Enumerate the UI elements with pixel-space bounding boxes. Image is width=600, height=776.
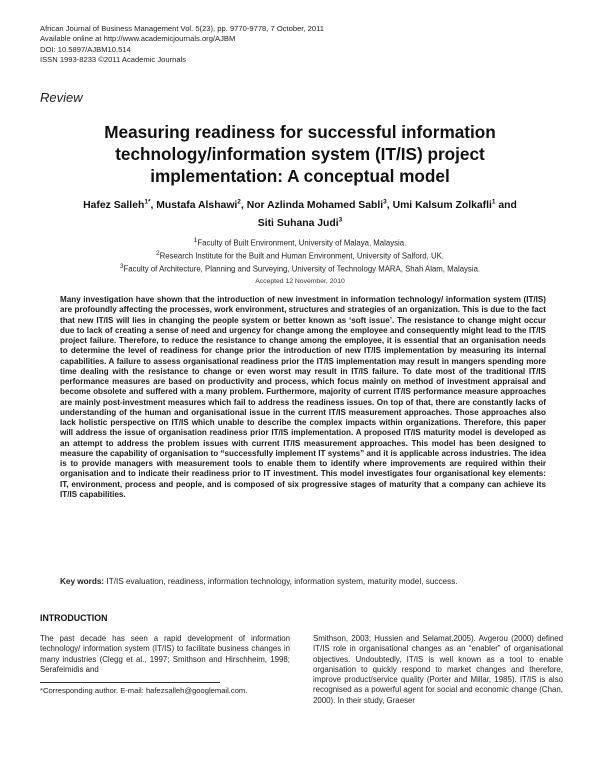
- affiliation: $^3$Faculty of Architecture, Planning and Surveying, University of Technology MARA, Shah Alam, Malaysia.: [119, 262, 481, 274]
- issn-line: ISSN 1993-8233 ©2011 Academic Journals: [40, 55, 187, 65]
- paper-title: Measuring readiness for successful information technology/information system (IT/IS) project implementation: A conceptual model: [104, 122, 496, 186]
- journal-header: [40, 24, 324, 66]
- section-heading-introduction: INTRODUCTION: [40, 613, 108, 623]
- affiliation-list: [40, 236, 560, 274]
- affiliation: $^2$Research Institute for the Built and Human Environment, University of Salford, UK.: [156, 249, 444, 261]
- doi-line: DOI: 10.5897/AJBM10.514: [40, 44, 131, 54]
- author: Umi Kalsum Zolkafli$^1$ and: [392, 199, 517, 212]
- keywords-label: Key words:: [60, 577, 105, 586]
- keywords-text: IT/IS evaluation, readiness, information technology, information system, maturity model, success.: [104, 577, 458, 586]
- body-column-right: Smithson, 2003; Hussien and Selamat,2005). Avgerou (2000) defined IT/IS role in organisational changes as an “enabler” of organisational objectives. Undoubtedly, IT/IS is well known as a tool to enable organisation to quickly respond to market changes and therefore, improve product/service quality (Porter and Millar, 1985). IT/IS is also recognised as a powerful agent for social and economic change (Chan, 2000). In their study, Graeser: [313, 634, 563, 705]
- author-list: [70, 196, 530, 232]
- accepted-date: Accepted 12 November, 2010: [255, 278, 345, 285]
- article-type-label: Review: [40, 90, 83, 105]
- keywords: [60, 577, 550, 586]
- author: Hafez Salleh$^{1*}$,: [83, 199, 157, 212]
- corresponding-author-footnote: *Corresponding author. E-mail: hafezsalleh@googlemail.com.: [40, 686, 248, 695]
- author: Nor Azlinda Mohamed Sabli$^3$,: [246, 199, 393, 212]
- author: Mustafa Alshawi$^2$,: [156, 199, 247, 212]
- author: Siti Suhana Judi$^3$: [257, 216, 343, 230]
- footnote-divider: [40, 682, 220, 683]
- availability-line: Available online at http://www.academicjournals.org/AJBM: [40, 34, 236, 44]
- abstract: Many investigation have shown that the introduction of new investment in information technology/ information system (IT/IS) are profoundly affecting the processes, work environment, structures and strategies of an organization. This is due to the fact that new IT/IS will lies in changing the people system or better known as ‘soft issue’. The resistance to change might occur due to lack of creating a sense of need and urgency for change among the employee and consequently might lead to the IT/IS project failure. Therefore, to reduce the resistance to change among the employee, it is essential that an organisation needs to determine the level of readiness for change prior the introduction of new IT/IS implementation by measuring its internal capabilities. A failure to assess organisational readiness prior the IT/IS implementation may result in mangers spending more time dealing with the resistance to change or even worst may result in IT/IS failure. To date most of the traditional IT/IS performance measures are based on productivity and process, which focus mainly on method of investment appraisal and become obsolete and suffered with a many problem. Furthermore, majority of current IT/IS performance measure approaches are mainly post-investment measures which fail to address the readiness issues. On top of that, there are constantly lacks of understanding of the human and organisational issue in the current IT/IS measurement approaches. Those approaches also lack holistic perspective on IT/IS which unable to describe the complex impacts within organizations. Therefore, this paper will address the issue of organisation readiness prior IT/IS implementation. A proposed IT/IS maturity model is developed as an attempt to address the problem issues with current IT/IS measurement approaches. This model has been designed to measure the capability of organisation to “successfully implement IT systems” and it is applicable across industries. The idea is to provide managers with measurement tools to enable them to identify where improvements are required within their organisation and to indicate their readiness prior to IT investment. This model investigates four organisational key elements: IT, environment, process and people, and is composed of six progressive stages of maturity that a company can achieve its IT/IS capabilities.: [60, 295, 546, 499]
- journal-citation: African Journal of Business Management Vol. 5(23), pp. 9770-9778, 7 October, 2011: [40, 24, 324, 33]
- affiliation: $^1$Faculty of Built Environment, University of Malaya, Malaysia.: [193, 237, 407, 248]
- body-column-left: The past decade has seen a rapid development of information technology/ information system (IT/IS) to facilitate business changes in many industries (Clegg et al., 1997; Smithson and Hirschheim, 1998; Serafeimidis and: [40, 634, 290, 674]
